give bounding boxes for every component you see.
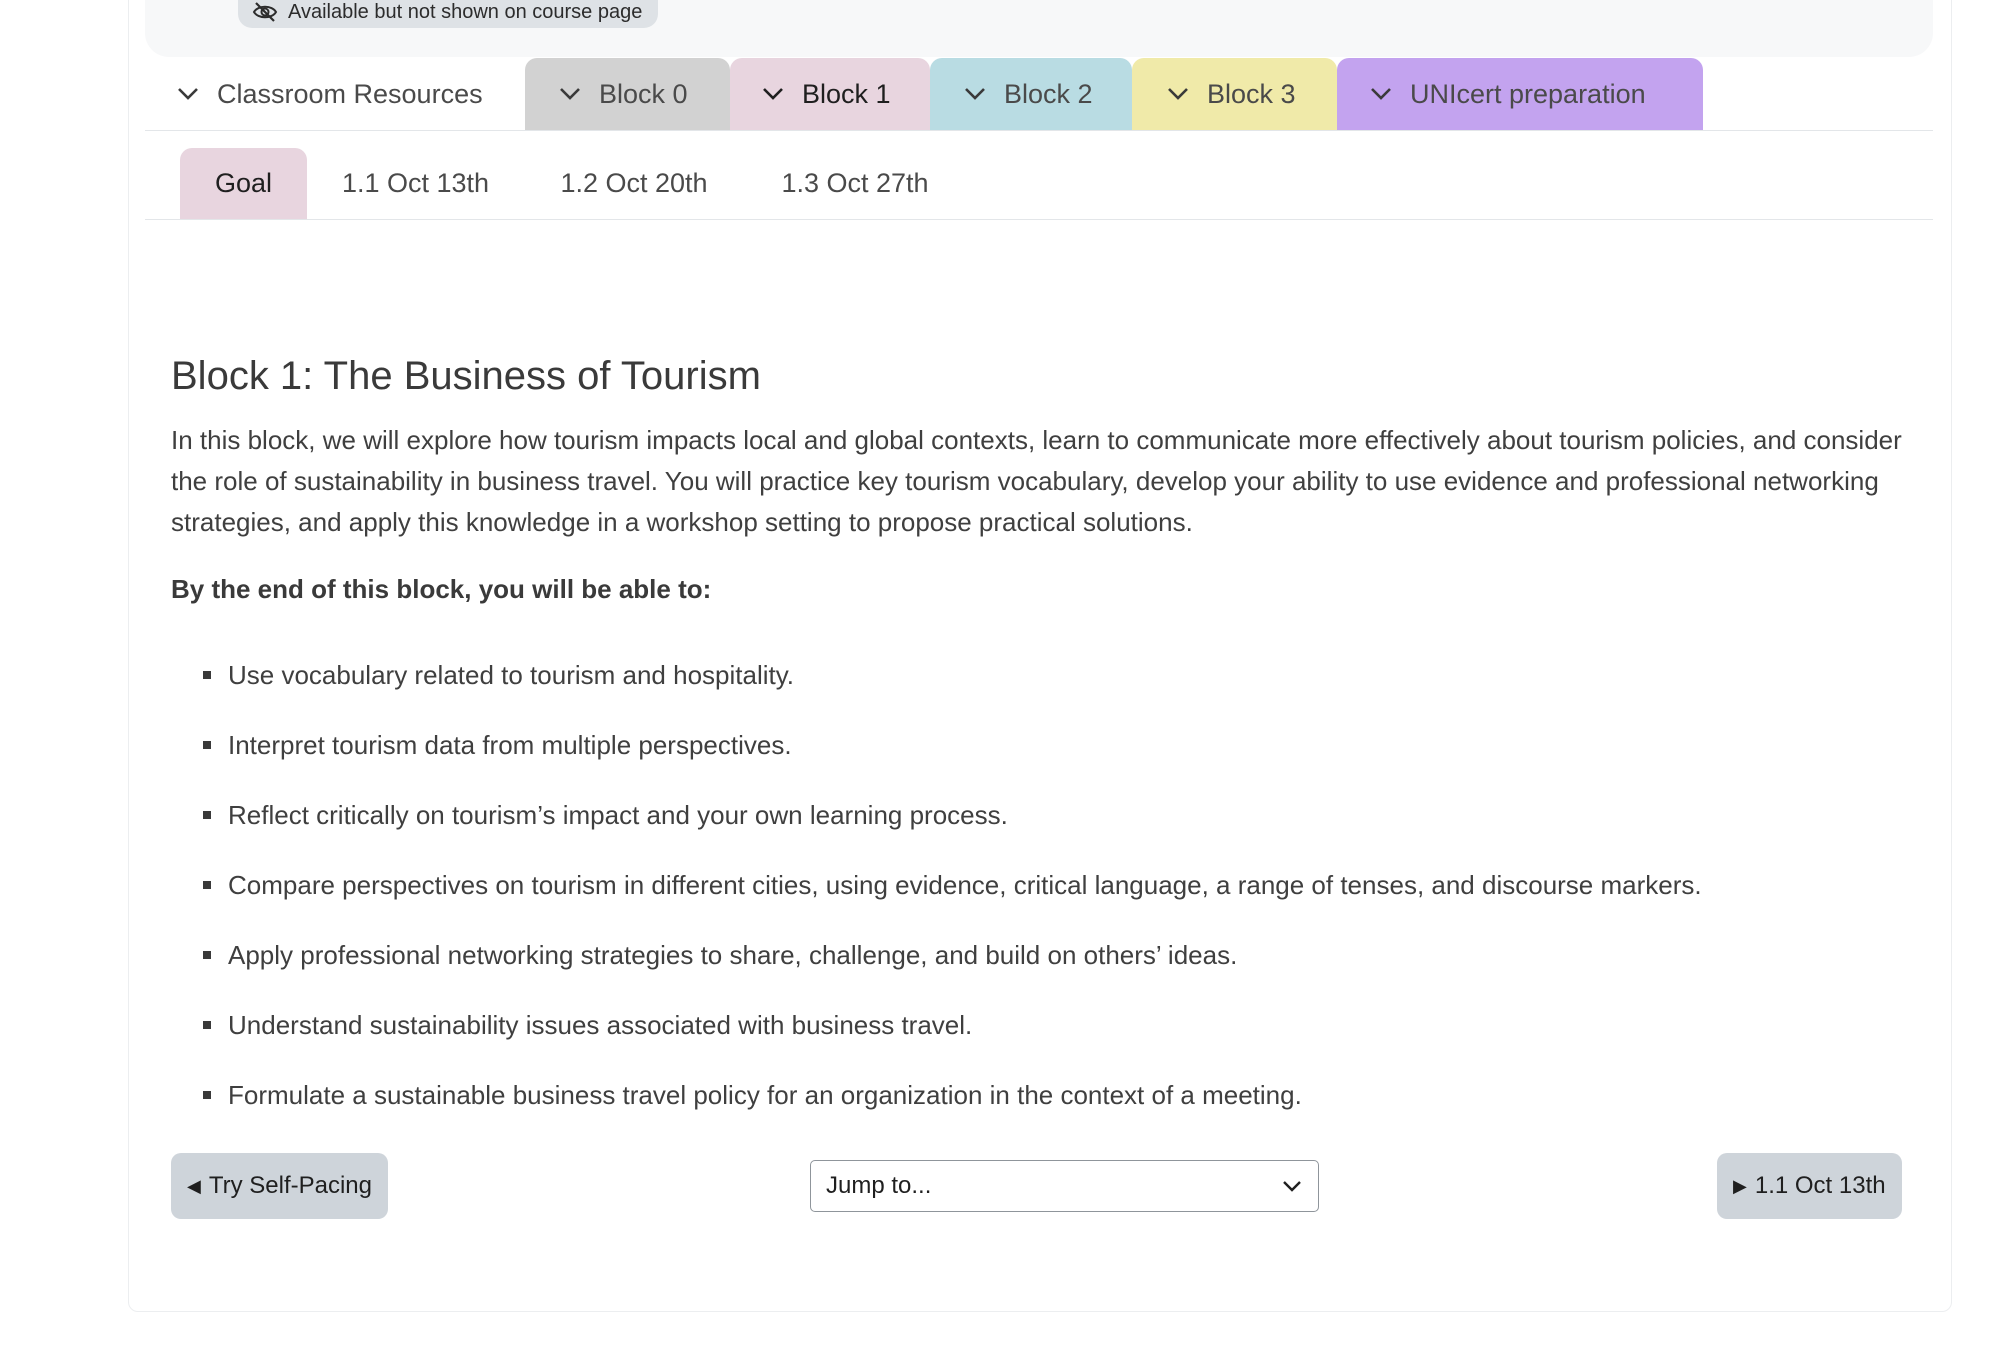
list-item-text: Reflect critically on tourism’s impact and your own learning process. [228, 799, 1008, 830]
tab-block-3[interactable] [1132, 58, 1337, 130]
chevron-down-icon [762, 87, 784, 101]
list-item [203, 640, 1702, 710]
bullet-icon [203, 881, 211, 889]
page-title: Block 1: The Business of Tourism [171, 354, 761, 398]
tab-classroom-resources[interactable] [163, 58, 503, 130]
list-item [203, 990, 1702, 1060]
triangle-left-icon: ◀ [187, 1175, 201, 1196]
tab-block-1[interactable] [730, 58, 930, 130]
bullet-icon [203, 1021, 211, 1029]
subtab-label: Goal [214, 168, 273, 198]
tab-label: UNIcert preparation [1410, 78, 1646, 109]
previous-section-button[interactable] [171, 1153, 388, 1219]
triangle-right-icon: ▶ [1733, 1175, 1747, 1196]
next-section-button[interactable] [1717, 1153, 1902, 1219]
objectives-intro: By the end of this block, you will be able to: [171, 574, 712, 604]
subtab-label: 1.3 Oct 27th [781, 168, 929, 198]
tab-block-2[interactable] [930, 58, 1132, 130]
list-item [203, 780, 1702, 850]
list-item [203, 710, 1702, 780]
bullet-icon [203, 671, 211, 679]
tab-label: Block 0 [599, 78, 688, 109]
bullet-icon [203, 741, 211, 749]
list-item [203, 1060, 1702, 1130]
tab-unicert-preparation[interactable] [1337, 58, 1703, 130]
subtab-goal[interactable] [180, 148, 307, 219]
list-item [203, 920, 1702, 990]
availability-badge [238, 0, 658, 28]
tab-label: Block 1 [802, 78, 891, 109]
chevron-down-icon [177, 87, 199, 101]
tab-label: Block 3 [1207, 78, 1296, 109]
tab-block-0[interactable] [525, 58, 730, 130]
bullet-icon [203, 951, 211, 959]
objectives-list [203, 640, 1702, 1130]
list-item-text: Understand sustainability issues associated with business travel. [228, 1009, 973, 1040]
subtab-1-1[interactable] [307, 148, 524, 219]
chevron-down-icon [1167, 87, 1189, 101]
chevron-down-icon [559, 87, 581, 101]
chevron-down-icon [1282, 1180, 1302, 1193]
bullet-icon [203, 1091, 211, 1099]
availability-badge-text: Available but not shown on course page [288, 0, 643, 23]
list-item-text: Formulate a sustainable business travel policy for an organization in the context of a meeting. [228, 1079, 1302, 1110]
sub-tabs [145, 148, 1933, 220]
block-intro: In this block, we will explore how tourism impacts local and global contexts, learn to communicate more effectively about tourism policies, and consider the role of sustainability in business travel. You will practice key tourism vocabulary, develop your ability to use evidence and professional networking strategies, and apply this knowledge in a workshop setting to propose practical solutions. [171, 425, 1902, 537]
subtab-label: 1.1 Oct 13th [341, 168, 490, 198]
tab-label: Block 2 [1004, 78, 1093, 109]
list-item-text: Use vocabulary related to tourism and hospitality. [228, 659, 795, 690]
next-section-label: 1.1 Oct 13th [1754, 1172, 1886, 1199]
chevron-down-icon [964, 87, 986, 101]
tab-label: Classroom Resources [217, 78, 483, 109]
list-item [203, 850, 1702, 920]
jump-to-value: Jump to... [826, 1172, 932, 1199]
subtab-1-3[interactable] [744, 148, 966, 219]
subtab-1-2[interactable] [524, 148, 744, 219]
previous-section-label: Try Self-Pacing [208, 1172, 373, 1199]
list-item-text: Interpret tourism data from multiple perspectives. [228, 729, 792, 760]
eye-slash-icon [252, 1, 278, 23]
jump-to-select[interactable] [810, 1160, 1319, 1212]
chevron-down-icon [1370, 87, 1392, 101]
subtab-label: 1.2 Oct 20th [560, 168, 708, 198]
list-item-text: Apply professional networking strategies to share, challenge, and build on others’ ideas. [228, 939, 1238, 970]
section-tabs [145, 58, 1933, 131]
bullet-icon [203, 811, 211, 819]
list-item-text: Compare perspectives on tourism in different cities, using evidence, critical language, a range of tenses, and discourse markers. [228, 869, 1702, 900]
